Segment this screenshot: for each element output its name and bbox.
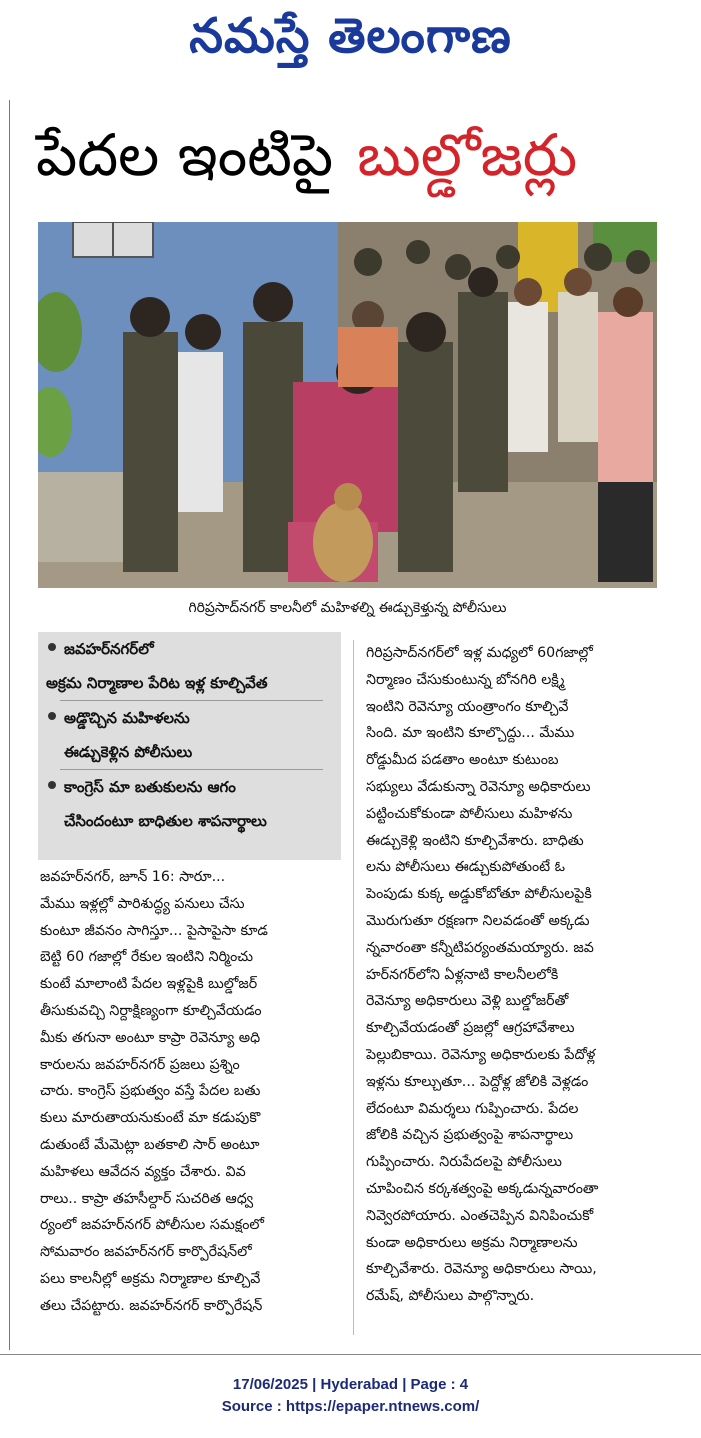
- article-line: హర్‌నగర్‌లోని ఏళ్లనాటి కాలనీలలోకి: [366, 966, 559, 983]
- article-line: పెంపుడు కుక్క అడ్డుకోబోతూ పోలీసులపైకి: [366, 886, 592, 903]
- article-line: రమేష్, పోలీసులు పాల్గొన్నారు.: [366, 1288, 535, 1305]
- article-line: సభ్యులు వేడుకున్నా రెవెన్యూ అధికారులు: [366, 778, 591, 795]
- footer-date-line: 17/06/2025 | Hyderabad | Page : 4: [232, 1376, 469, 1393]
- highlight-item: [38, 701, 341, 769]
- article-line: నివ్వెరపోయారు. ఎంతచెప్పిన వినిపించుకో: [366, 1207, 594, 1224]
- photo-caption: గిరిప్రసాద్‌నగర్ కాలనీలో మహిళల్ని ఈడ్చుకెళ్తున్న పోలీసులు: [188, 600, 507, 616]
- highlight-item: [38, 632, 341, 700]
- headline-part-1: పేదల ఇంటిపై: [36, 121, 334, 189]
- highlight-line: అడ్డొచ్చిన మహిళలను: [64, 709, 190, 727]
- article-line: చారు. కాంగ్రెస్ ప్రభుత్వం వస్తే పేదల బతు: [40, 1083, 261, 1100]
- article-line: చూపించిన కర్కశత్వంపై అక్కడున్నవారంతా: [366, 1180, 599, 1197]
- article-line: తలు చేపట్టారు. జవహర్‌నగర్ కార్పొరేషన్: [40, 1297, 263, 1314]
- highlight-item: [38, 770, 341, 838]
- article-column-left: [40, 864, 342, 1320]
- footer: [0, 1374, 701, 1418]
- newspaper-logo-title: నమస్తే తెలంగాణ: [189, 8, 512, 64]
- article-line: రోడ్డుమీద పడతాం అంటూ కుటుంబ: [366, 752, 559, 769]
- article-line: డుతుంటే మేమెట్లా బతకాలి సార్ అంటూ: [40, 1136, 260, 1153]
- highlight-line: అక్రమ నిర్మాణాల పేరిట ఇళ్ల కూల్చివేత: [46, 674, 268, 692]
- article-line: మహిళలు ఆవేదన వ్యక్తం చేశారు. వివ: [40, 1163, 246, 1180]
- highlight-line: కాంగ్రెస్ మా బతుకులను ఆగం: [64, 778, 236, 796]
- article-line: ఈడ్చుకెళ్లి ఇంటిని కూల్చివేశారు. బాధితు: [366, 832, 584, 849]
- news-photo-illustration: [38, 222, 657, 588]
- article-line: మేము ఇళ్లల్లో పారిశుద్ధ్య పనులు చేసు: [40, 895, 245, 912]
- article-line: న్నవారంతా కన్నీటిపర్యంతమయ్యారు. జవ: [366, 939, 594, 956]
- article-line: కులు మారుతాయనుకుంటే మా కడుపుకొ: [40, 1110, 261, 1127]
- article-line: లను పోలీసులు ఈడ్చుకుపోతుంటే ఓ: [366, 859, 566, 876]
- article-line: గిరిప్రసాద్‌నగర్‌లో ఇళ్ల మధ్యలో 60గజాల్లో: [366, 645, 593, 661]
- headline-part-2: బుల్డోజర్లు: [357, 121, 578, 189]
- article-line: పలు కాలనీల్లో అక్రమ నిర్మాణాల కూల్చివే: [40, 1270, 261, 1287]
- bullet-icon: [48, 781, 56, 789]
- article-column-right: [366, 640, 657, 1310]
- article-line: సింది. మా ఇంటిని కూల్చొద్దు... మేము: [366, 725, 575, 742]
- article-line: పెల్లుబికాయి. రెవెన్యూ అధికారులకు పేదోళ్ల: [366, 1046, 596, 1063]
- article-line: కూల్చివేశారు. రెవెన్యూ అధికారులు సాయి,: [366, 1261, 597, 1278]
- highlights-box: [38, 632, 341, 860]
- footer-source-line: Source : https://epaper.ntnews.com/: [221, 1398, 480, 1415]
- left-border-rule: [9, 100, 10, 1350]
- article-line: జోలికి వచ్చిన ప్రభుత్వంపై శాపనార్థాలు: [366, 1127, 574, 1144]
- highlight-line: జవహర్‌నగర్‌లో: [64, 640, 154, 658]
- article-line: కారులను జవహర్‌నగర్ ప్రజలు ప్రశ్నిం: [40, 1056, 240, 1073]
- headline: [36, 110, 661, 200]
- article-line: గుప్పించారు. నిరుపేదలపై పోలీసులు: [366, 1154, 562, 1171]
- masthead: [0, 0, 701, 80]
- article-line: తీసుకువచ్చి నిర్దాక్షిణ్యంగా కూల్చివేయడం: [40, 1002, 262, 1019]
- highlight-line: చేసిందంటూ బాధితుల శాపనార్థాలు: [64, 812, 267, 830]
- article-line: రెవెన్యూ అధికారులు వెళ్లి బుల్డోజర్‌తో: [366, 993, 569, 1010]
- bottom-rule: [0, 1354, 701, 1355]
- article-line: మొరుగుతూ రక్షణగా నిలవడంతో అక్కడు: [366, 912, 590, 929]
- article-line: లేదంటూ విమర్శలు గుప్పించారు. పేదల: [366, 1100, 579, 1117]
- bullet-icon: [48, 712, 56, 720]
- article-line: జవహర్‌నగర్, జూన్ 16: సారూ...: [40, 869, 226, 885]
- article-line: కుంటే మాలాంటి పేదల ఇళ్లపైకి బుల్డోజర్: [40, 976, 258, 993]
- article-line: బెట్టి 60 గజాల్లో రేకుల ఇంటిని నిర్మించు: [40, 949, 253, 966]
- article-line: ఇంటిని రెవెన్యూ యంత్రాంగం కూల్చివే: [366, 698, 569, 715]
- article-line: పట్టించుకోకుండా పోలీసులు మహిళను: [366, 805, 573, 822]
- article-line: కూల్చివేయడంతో ప్రజల్లో ఆగ్రహావేశాలు: [366, 1020, 575, 1037]
- article-line: కుండా అధికారులు అక్రమ నిర్మాణాలను: [366, 1234, 578, 1251]
- news-photo: [38, 222, 657, 588]
- column-divider: [353, 640, 354, 1335]
- article-line: రాలు.. కాప్రా తహసీల్దార్ సుచరిత ఆధ్వ: [40, 1190, 254, 1207]
- article-line: కుంటూ జీవనం సాగిస్తూ... పైసాపైసా కూడ: [40, 922, 268, 939]
- article-line: మీకు తగునా అంటూ కాప్రా రెవెన్యూ అధి: [40, 1029, 261, 1046]
- article-line: సోమవారం జవహర్‌నగర్ కార్పొరేషన్‌లో: [40, 1244, 252, 1261]
- highlight-line: ఈడ్చుకెళ్లిన పోలీసులు: [64, 743, 193, 761]
- bullet-icon: [48, 643, 56, 651]
- article-line: ర్యంలో జవహర్‌నగర్ పోలీసుల సమక్షంలో: [40, 1217, 265, 1234]
- article-line: ఇళ్లను కూల్చుతూ... పెద్దోళ్ల జోలికి వెళ్లడం: [366, 1073, 589, 1090]
- article-line: నిర్మాణం చేసుకుంటున్న బోనగిరి లక్ష్మి: [366, 671, 565, 688]
